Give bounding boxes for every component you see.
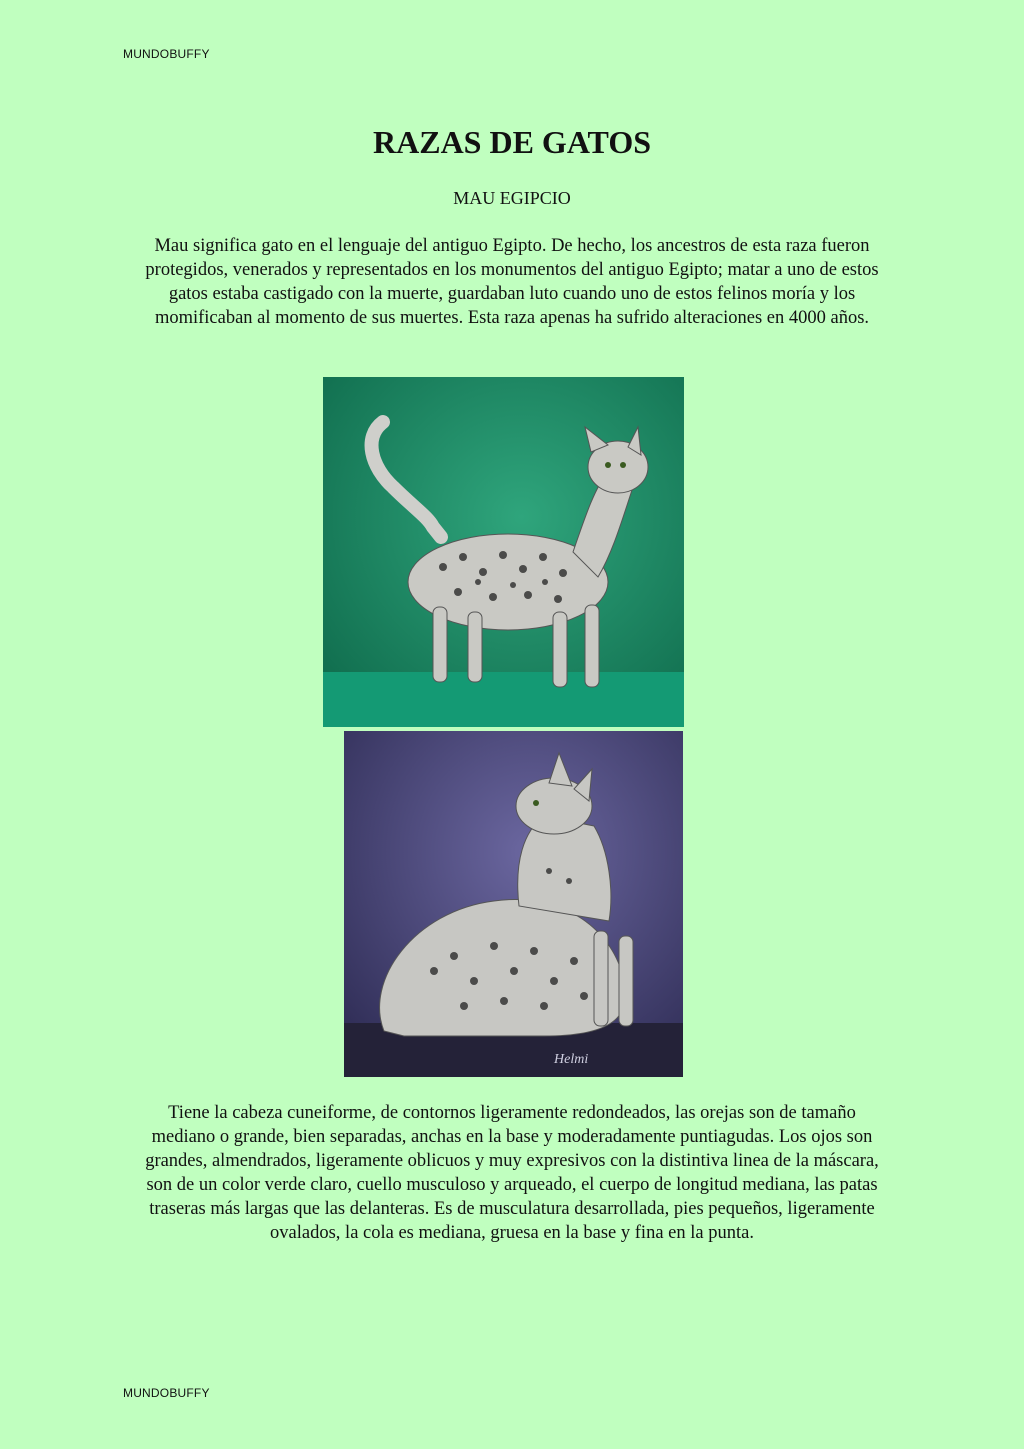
standing-cat-photo xyxy=(323,377,684,727)
intro-paragraph: Mau significa gato en el lenguaje del antiguo Egipto. De hecho, los ancestros de esta raza fueron protegidos, venerados y representados en los monumentos del antiguo Egipto; matar a uno de estos gatos estaba castigado con la muerte, guardaban luto cuando uno de estos felinos moría y los momificaban al momento de sus muertes. Esta raza apenas ha sufrido alteraciones en 4000 años. xyxy=(145,236,879,328)
sitting-cat-photo xyxy=(344,731,683,1077)
section-subtitle: MAU EGIPCIO xyxy=(453,188,571,208)
photo-signature: Helmi xyxy=(554,1052,589,1067)
page-footer: MUNDOBUFFY xyxy=(123,1386,210,1400)
description-paragraph: Tiene la cabeza cuneiforme, de contornos ligeramente redondeados, las orejas son de tamaño mediano o grande, bien separadas, anchas en la base y moderadamente puntiagudas. Los ojos son grandes, almendrados, ligeramente oblicuos y muy expresivos con la distintiva linea de la máscara, son de un color verde claro, cuello musculoso y arqueado, el cuerpo de longitud mediana, las patas traseras más largas que las delanteras. Es de musculatura desarrollada, pies pequeños, ligeramente ovalados, la cola es mediana, gruesa en la base y fina en la punta. xyxy=(145,1103,879,1243)
page-title: RAZAS DE GATOS xyxy=(373,124,651,160)
page-header: MUNDOBUFFY xyxy=(123,47,210,61)
